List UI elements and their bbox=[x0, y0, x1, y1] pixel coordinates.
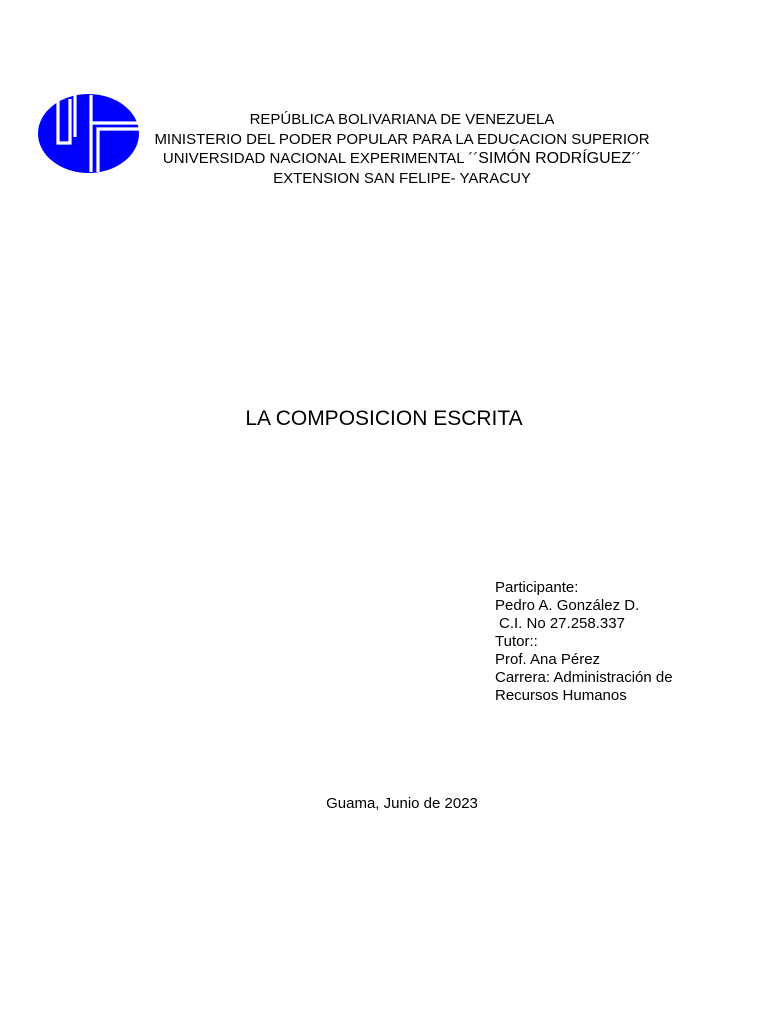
header-line-ministry: MINISTERIO DEL PODER POPULAR PARA LA EDUCACION SUPERIOR bbox=[154, 130, 650, 148]
header-line-republic: REPÚBLICA BOLIVARIANA DE VENEZUELA bbox=[249, 111, 555, 128]
university-suffix: ´´ bbox=[631, 150, 642, 167]
career-line-1: Carrera: Administración de bbox=[495, 669, 673, 686]
university-logo-icon bbox=[37, 93, 140, 174]
tutor-label: Tutor:: bbox=[495, 633, 538, 650]
career-line-2: Recursos Humanos bbox=[495, 687, 627, 704]
participant-name: Pedro A. González D. bbox=[495, 597, 640, 614]
participant-info bbox=[495, 579, 673, 705]
tutor-name: Prof. Ana Pérez bbox=[495, 651, 601, 668]
document-title: LA COMPOSICION ESCRITA bbox=[245, 407, 523, 430]
header-line-extension: EXTENSION SAN FELIPE- YARACUY bbox=[273, 169, 531, 187]
institution-header bbox=[140, 110, 664, 188]
participant-label: Participante: bbox=[495, 579, 579, 596]
university-prefix: UNIVERSIDAD NACIONAL EXPERIMENTAL ´´ bbox=[162, 150, 479, 167]
place-date: Guama, Junio de 2023 bbox=[326, 795, 478, 812]
participant-id: C.I. No 27.258.337 bbox=[499, 615, 625, 632]
university-name: SIMÓN RODRÍGUEZ bbox=[478, 150, 632, 167]
header-line-university bbox=[140, 149, 664, 169]
